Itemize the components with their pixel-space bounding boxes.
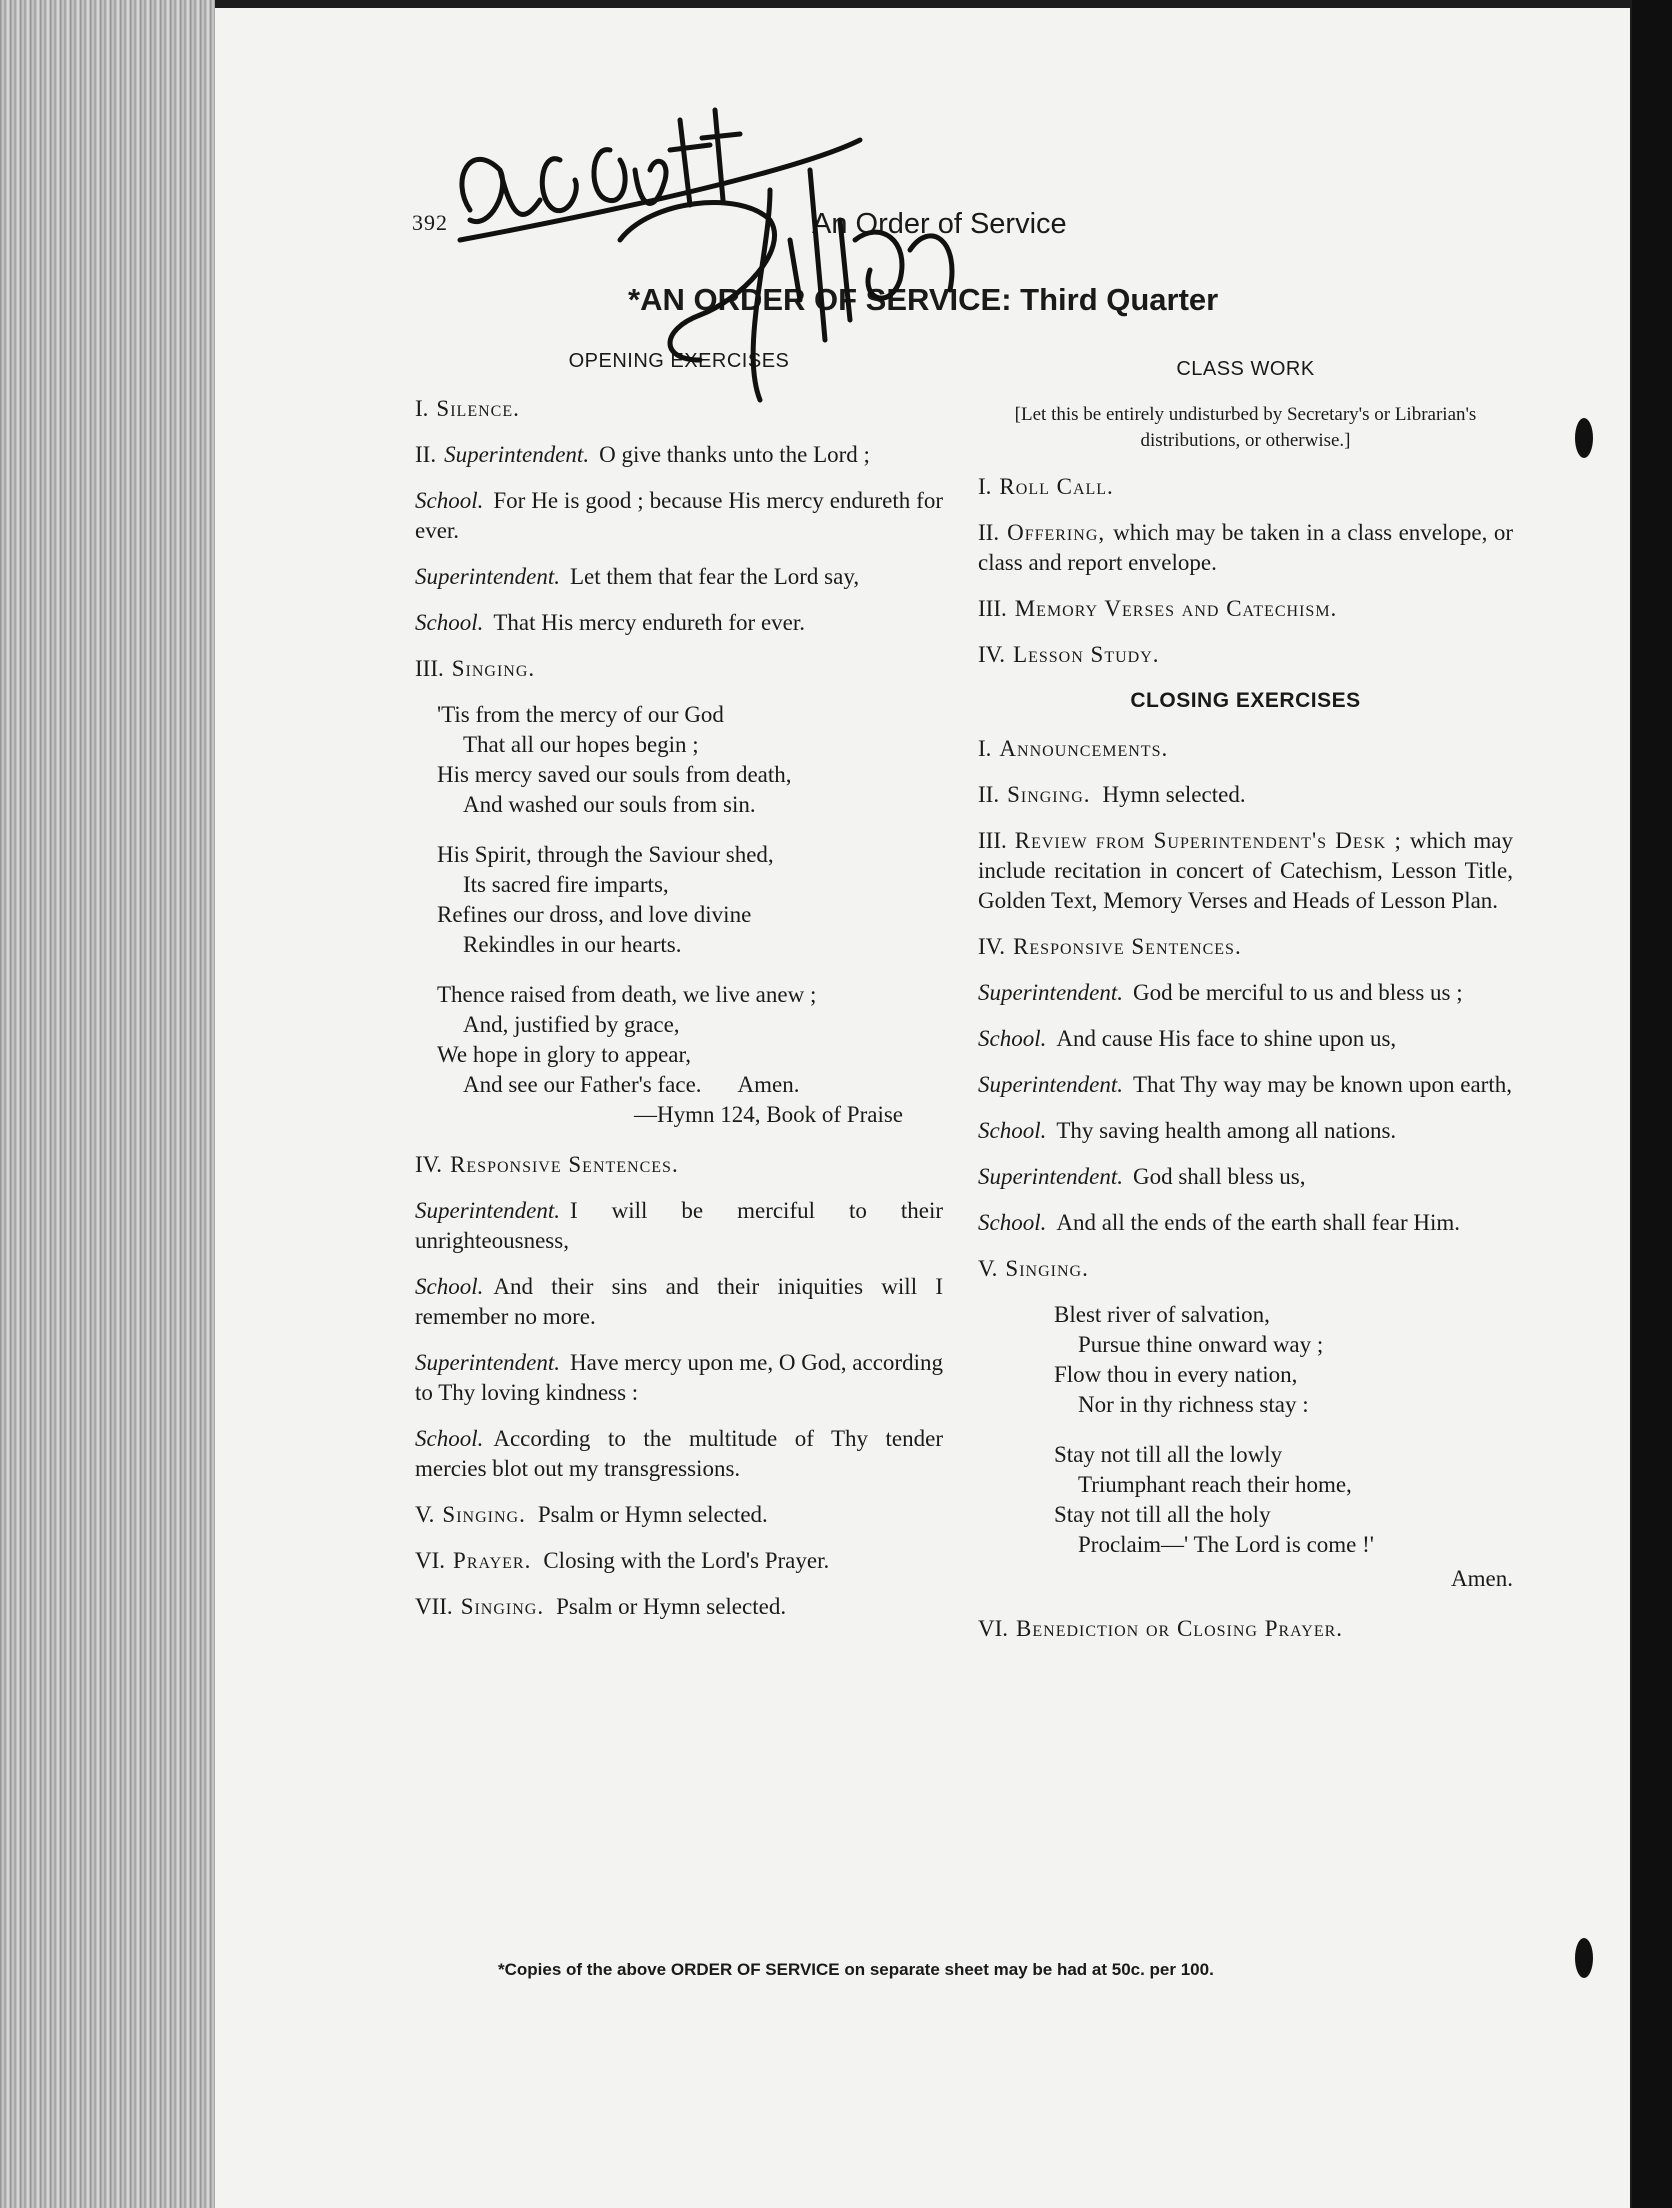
list-item: III. Singing. (415, 656, 536, 681)
list-item: Superintendent. That Thy way may be known upon earth, (978, 1072, 1512, 1097)
list-item: Superintendent. God be merciful to us and bless us ; (978, 980, 1463, 1005)
list-item: I. Roll Call. (978, 474, 1114, 499)
list-item: IV. Responsive Sentences. (415, 1152, 679, 1177)
right-column (978, 354, 1513, 1660)
hymn-verse: Thence raised from death, we live anew ; And, justified by grace, We hope in glory to appear, And see our Father's face. Amen. —Hymn 124, Book of Praise (415, 980, 943, 1130)
list-item: Superintendent. God shall bless us, (978, 1164, 1306, 1189)
list-item: School. Thy saving health among all nations. (978, 1118, 1397, 1143)
handwritten-signature (440, 100, 1080, 460)
list-item: V. Singing. Psalm or Hymn selected. (415, 1502, 768, 1527)
hymn-verse: Stay not till all the lowly Triumphant reach their home, Stay not till all the holy Proclaim—' The Lord is come !' Amen. (978, 1440, 1513, 1594)
list-item: School. That His mercy endureth for ever. (415, 610, 806, 635)
hymn-attribution: —Hymn 124, Book of Praise (634, 1102, 903, 1127)
list-item: School. And their sins and their iniquities will I remember no more. (415, 1274, 943, 1329)
binding-hole (1575, 1938, 1593, 1978)
opening-exercises-heading: OPENING EXERCISES (568, 350, 790, 372)
hymn-amen: Amen. (1451, 1566, 1513, 1591)
left-column (415, 346, 943, 1638)
class-work-heading: CLASS WORK (1176, 358, 1315, 380)
list-item: Superintendent. Let them that fear the Lord say, (415, 564, 860, 589)
list-item: III. Review from Superintendent's Desk ; which may include recitation in concert of Catechism, Lesson Title, Golden Text, Memory Verses and Heads of Lesson Plan. (978, 828, 1513, 913)
list-item: VI. Benediction or Closing Prayer. (978, 1616, 1344, 1641)
list-item: School. For He is good ; because His mercy endureth for ever. (415, 488, 943, 543)
binding-strip (1632, 0, 1672, 2208)
footnote: *Copies of the above ORDER OF SERVICE on separate sheet may be had at 50c. per 100. (498, 1960, 1214, 1979)
list-item: Superintendent. Have mercy upon me, O God, according to Thy loving kindness : (415, 1350, 943, 1405)
closing-exercises-heading: CLOSING EXERCISES (1130, 689, 1361, 712)
list-item: IV. Responsive Sentences. (978, 934, 1242, 959)
list-item: I. Silence. (415, 396, 520, 421)
hymn-verse: 'Tis from the mercy of our God That all our hopes begin ; His mercy saved our souls from death, And washed our souls from sin. (437, 702, 792, 817)
list-item: I. Announcements. (978, 736, 1169, 761)
list-item: II. Singing. Hymn selected. (978, 782, 1246, 807)
list-item: II. Superintendent. O give thanks unto the Lord ; (415, 442, 870, 467)
page-number: 392 (412, 210, 448, 235)
list-item: School. According to the multitude of Thy tender mercies blot out my transgressions. (415, 1426, 943, 1481)
page-title: *AN ORDER OF SERVICE: Third Quarter (628, 282, 1219, 317)
list-item: II. Offering, which may be taken in a class envelope, or class and report envelope. (978, 520, 1513, 575)
class-work-note: [Let this be entirely undisturbed by Secretary's or Librarian's distributions, or otherwise.] (1014, 404, 1477, 451)
running-head: An Order of Service (812, 208, 1067, 240)
list-item: School. And cause His face to shine upon us, (978, 1026, 1397, 1051)
list-item: V. Singing. (978, 1256, 1089, 1281)
list-item: Superintendent. I will be merciful to their unrighteousness, (415, 1198, 943, 1253)
book-page-edges (0, 0, 215, 2208)
list-item: IV. Lesson Study. (978, 642, 1160, 667)
binding-hole (1575, 418, 1593, 458)
hymn-amen: Amen. (737, 1072, 800, 1097)
list-item: VII. Singing. Psalm or Hymn selected. (415, 1594, 787, 1619)
hymn-verse: Blest river of salvation, Pursue thine onward way ; Flow thou in every nation, Nor in thy richness stay : (1054, 1302, 1324, 1417)
list-item: III. Memory Verses and Catechism. (978, 596, 1338, 621)
list-item: School. And all the ends of the earth shall fear Him. (978, 1210, 1461, 1235)
hymn-verse: His Spirit, through the Saviour shed, Its sacred fire imparts, Refines our dross, and love divine Rekindles in our hearts. (437, 842, 774, 957)
list-item: VI. Prayer. Closing with the Lord's Prayer. (415, 1548, 830, 1573)
